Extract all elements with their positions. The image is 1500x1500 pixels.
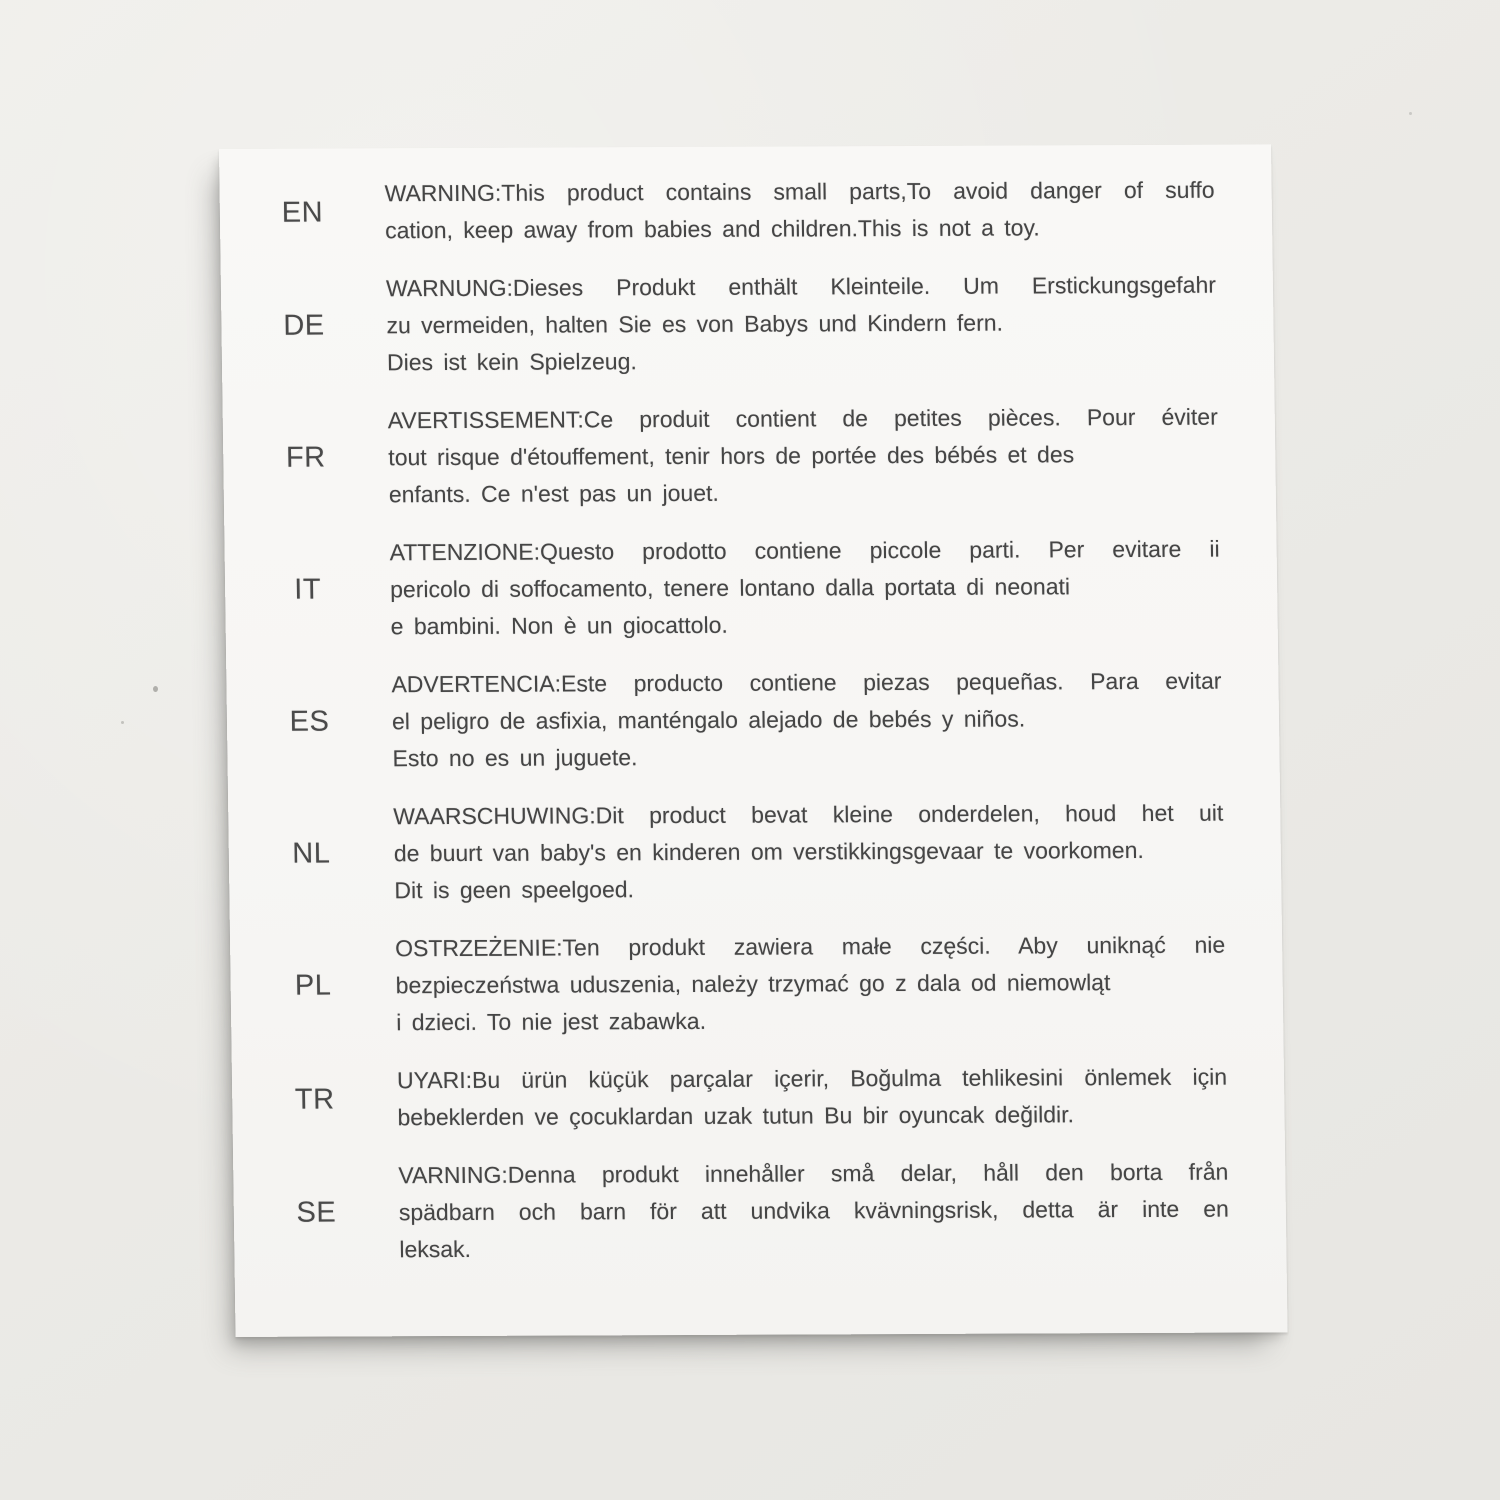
warning-section xyxy=(226,663,1223,778)
warning-label-paper xyxy=(219,144,1288,1337)
warning-line: i dzieci. To nie jest zabawka. xyxy=(396,1007,707,1036)
warning-line: WARNING:This product contains small parts,To avoid danger of suffo xyxy=(384,176,1215,207)
warning-text xyxy=(398,1154,1230,1269)
warning-text xyxy=(395,927,1227,1042)
warning-line: AVERTISSEMENT:Ce produit contient de petites pièces. Pour éviter xyxy=(387,403,1218,434)
warning-section xyxy=(230,927,1227,1042)
language-code: SE xyxy=(296,1196,337,1229)
warning-line: WAARSCHUWING:Dit product bevat kleine onderdelen, houd het uit xyxy=(393,799,1224,830)
warning-line: OSTRZEŻENIE:Ten produkt zawiera małe części. Aby uniknąć nie xyxy=(394,931,1226,962)
dust-speck xyxy=(121,721,124,724)
language-code: PL xyxy=(294,969,332,1002)
warning-text xyxy=(389,531,1221,646)
language-code: IT xyxy=(294,573,322,606)
language-code: DE xyxy=(283,309,325,342)
dust-speck xyxy=(153,686,158,692)
warning-line: bebeklerden ve çocuklardan uzak tutun Bu bir oyuncak değildir. xyxy=(397,1101,1075,1131)
warning-line: spädbarn och barn för att undvika kvävningsrisk, detta är inte en xyxy=(398,1195,1230,1226)
warning-section xyxy=(233,1154,1230,1269)
language-code: FR xyxy=(285,441,326,474)
warning-line: pericolo di soffocamento, tenere lontano dalla portata di neonati xyxy=(389,573,1071,603)
warning-line: Dies ist kein Spielzeug. xyxy=(386,348,637,376)
warning-text xyxy=(386,267,1218,382)
dust-speck xyxy=(1409,112,1412,115)
language-code: EN xyxy=(281,196,324,229)
warning-text xyxy=(391,663,1223,778)
warning-line: Esto no es un juguete. xyxy=(392,744,638,772)
language-code: TR xyxy=(294,1083,335,1116)
warning-section xyxy=(223,399,1220,514)
warning-text xyxy=(393,795,1225,910)
language-code: ES xyxy=(289,705,330,738)
warning-section xyxy=(219,172,1215,250)
warning-line: zu vermeiden, halten Sie es von Babys und Kindern fern. xyxy=(386,309,1004,339)
warning-line: cation, keep away from babies and children.This is not a toy. xyxy=(384,214,1040,244)
warning-line: de buurt van baby's en kinderen om verstikkingsgevaar te voorkomen. xyxy=(393,836,1144,867)
language-code: NL xyxy=(292,837,331,870)
warning-line: bezpieczeństwa uduszenia, należy trzymać go z dala od niemowląt xyxy=(395,969,1111,999)
warning-line: enfants. Ce n'est pas un jouet. xyxy=(388,479,719,508)
warning-line: ATTENZIONE:Questo prodotto contiene piccole parti. Per evitare ii xyxy=(389,535,1220,566)
warning-line: ADVERTENCIA:Este producto contiene piezas pequeñas. Para evitar xyxy=(391,667,1222,698)
warning-text xyxy=(384,172,1215,250)
warning-line: UYARI:Bu ürün küçük parçalar içerir, Boğulma tehlikesini önlemek için xyxy=(396,1063,1228,1094)
warning-section xyxy=(224,531,1221,646)
sections xyxy=(219,144,1287,1290)
warning-line: el peligro de asfixia, manténgalo alejado de bebés y niños. xyxy=(391,705,1026,735)
warning-section xyxy=(228,795,1225,910)
warning-line: Dit is geen speelgoed. xyxy=(394,876,635,904)
warning-line: WARNUNG:Dieses Produkt enthält Kleinteile. Um Erstickungsgefahr xyxy=(385,271,1217,302)
warning-line: e bambini. Non è un giocattolo. xyxy=(390,611,728,640)
warning-line: tout risque d'étouffement, tenir hors de portée des bébés et des xyxy=(388,441,1075,471)
warning-section xyxy=(221,267,1218,382)
warning-text xyxy=(388,399,1220,514)
warning-section xyxy=(232,1059,1228,1137)
warning-text xyxy=(397,1059,1228,1137)
warning-line: leksak. xyxy=(399,1235,472,1263)
warning-line: VARNING:Denna produkt innehåller små delar, håll den borta från xyxy=(398,1158,1229,1189)
